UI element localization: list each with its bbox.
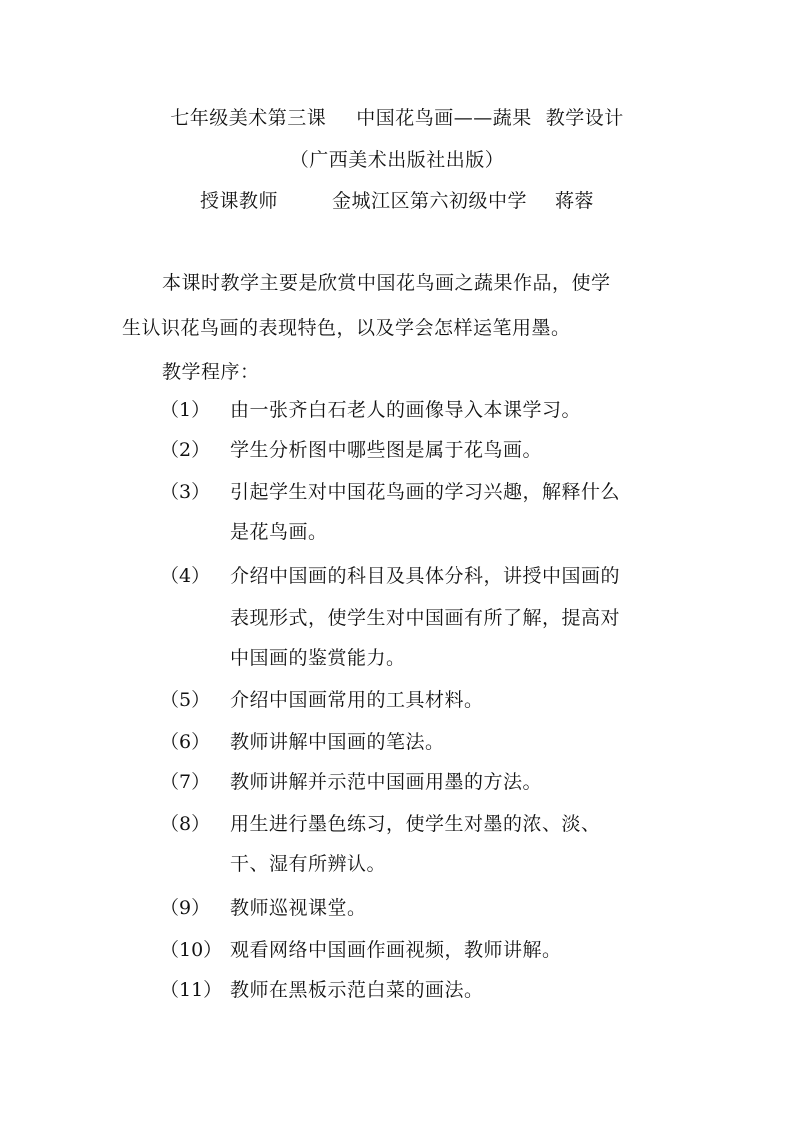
step-number: （4） — [160, 565, 211, 587]
step-number: （1） — [160, 399, 211, 421]
intro-line-1: 本课时教学主要是欣赏中国花鸟画之蔬果作品，使学 — [162, 272, 611, 294]
step-text: 教师巡视课堂。 — [230, 897, 367, 919]
title-part3: 教学设计 — [545, 107, 624, 129]
step-text: 引起学生对中国花鸟画的学习兴趣，解释什么 — [230, 481, 621, 503]
intro-line-2: 生认识花鸟画的表现特色，以及学会怎样运笔用墨。 — [122, 317, 571, 339]
teacher-line — [0, 189, 794, 213]
step-number: （9） — [160, 897, 211, 919]
step-text: 中国画的鉴赏能力。 — [230, 647, 406, 669]
step-number: （6） — [160, 731, 211, 753]
step-number: （8） — [160, 813, 211, 835]
title-part2: 中国花鸟画——蔬果 — [356, 107, 532, 129]
step-text: 表现形式，使学生对中国画有所了解，提高对 — [230, 607, 621, 629]
step-number: （2） — [160, 439, 211, 461]
step-text: 教师在黑板示范白菜的画法。 — [230, 979, 484, 1001]
step-number: （7） — [160, 771, 211, 793]
step-text: 由一张齐白石老人的画像导入本课学习。 — [230, 399, 582, 421]
step-text: 教师讲解中国画的笔法。 — [230, 731, 445, 753]
step-text: 介绍中国画常用的工具材料。 — [230, 689, 484, 711]
step-number: （3） — [160, 481, 211, 503]
step-text: 介绍中国画的科目及具体分科，讲授中国画的 — [230, 565, 621, 587]
step-number: （11） — [160, 979, 223, 1001]
step-text: 用生进行墨色练习，使学生对墨的浓、淡、 — [230, 813, 601, 835]
step-number: （10） — [160, 939, 223, 961]
procedure-heading: 教学程序： — [162, 361, 260, 383]
teacher-name: 蒋蓉 — [555, 190, 595, 212]
title-part1: 七年级美术第三课 — [170, 107, 327, 129]
step-text: 学生分析图中哪些图是属于花鸟画。 — [230, 439, 543, 461]
publisher-line: （广西美术出版社出版） — [289, 149, 505, 171]
step-text: 干、湿有所辨认。 — [230, 853, 387, 875]
step-text: 是花鸟画。 — [230, 521, 328, 543]
school-name: 金城江区第六初级中学 — [331, 190, 527, 212]
step-text: 教师讲解并示范中国画用墨的方法。 — [230, 771, 543, 793]
step-text: 观看网络中国画作画视频，教师讲解。 — [230, 939, 562, 961]
document-title — [0, 106, 794, 130]
teacher-label: 授课教师 — [199, 190, 278, 212]
step-number: （5） — [160, 689, 211, 711]
